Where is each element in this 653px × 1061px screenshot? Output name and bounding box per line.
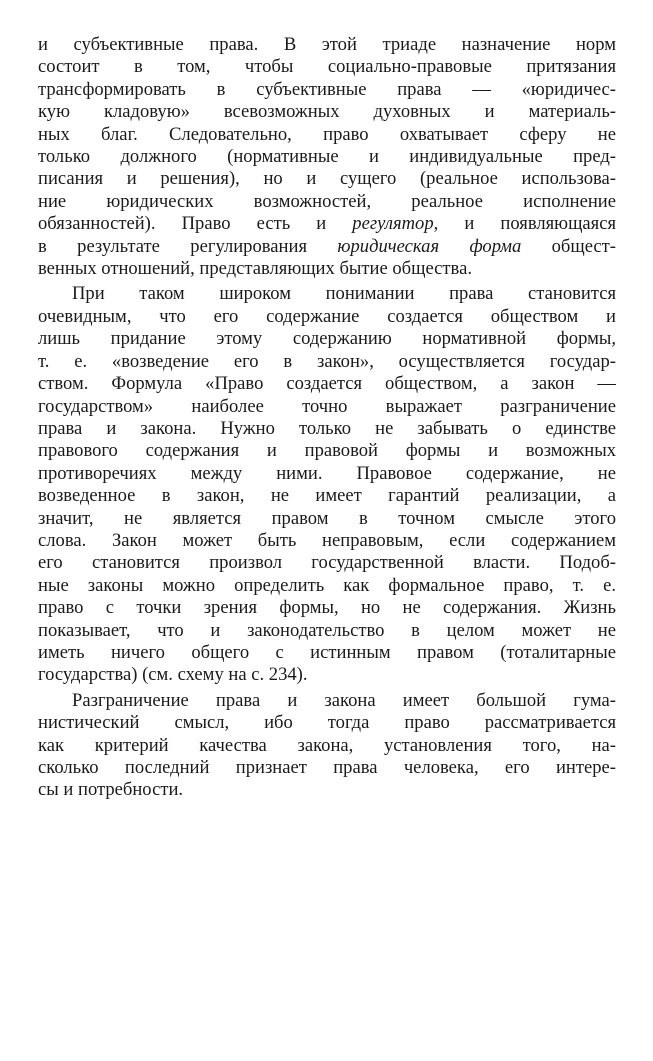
text-line: значит, не является правом в точном смысле этого (38, 507, 616, 529)
text-line: его становится произвол государственной власти. Подоб- (38, 552, 616, 574)
text-segment: обязанностей). Право есть и (38, 213, 353, 235)
text-line: очевидным, что его содержание создается обществом и (38, 305, 616, 327)
text-line: показывает, что и законодательство в целом может не (38, 619, 616, 641)
text-segment: общест- (521, 235, 616, 257)
text-line: противоречиях между ними. Правовое содержание, не (38, 462, 616, 484)
text-line (38, 213, 616, 235)
text-line: слова. Закон может быть неправовым, если содержанием (38, 529, 616, 551)
text-line: государством» наиболее точно выражает разграничение (38, 395, 616, 417)
text-segment: в результате регулирования (38, 235, 338, 257)
text-line: ние юридических возможностей, реальное исполнение (38, 190, 616, 212)
page-text (38, 34, 616, 802)
text-line: трансформировать в субъективные права — «юридичес- (38, 78, 616, 100)
text-line: венных отношений, представляющих бытие общества. (38, 258, 472, 280)
text-segment: , и появляющаяся (433, 213, 616, 235)
text-line: т. е. «возведение его в закон», осуществляется государ- (38, 350, 616, 372)
text-line: государства) (см. схему на с. 234). (38, 664, 308, 686)
text-line: кую кладовую» всевозможных духовных и материаль- (38, 101, 616, 123)
text-line: и субъективные права. В этой триаде назначение норм (38, 34, 616, 55)
text-line: нистический смысл, ибо тогда право рассматривается (38, 712, 616, 734)
text-line: ством. Формула «Право создается обществом, а закон — (38, 373, 616, 395)
text-line: правового содержания и правовой формы и возможных (38, 440, 616, 462)
text-line: иметь ничего общего с истинным правом (тоталитарные (38, 641, 616, 663)
text-line: как критерий качества закона, установления того, на- (38, 734, 616, 756)
text-line: При таком широком понимании права становится (72, 283, 616, 305)
paragraph-1 (38, 34, 616, 280)
text-line: право с точки зрения формы, но не содержания. Жизнь (38, 597, 616, 619)
text-line: права и закона. Нужно только не забывать о единстве (38, 417, 616, 439)
text-line: сы и потребности. (38, 779, 184, 801)
text-line: ных благ. Следовательно, право охватывает сферу не (38, 123, 616, 145)
text-line: только должного (нормативные и индивидуальные пред- (38, 146, 616, 168)
text-line: возведенное в закон, не имеет гарантий реализации, а (38, 485, 616, 507)
text-line: состоит в том, чтобы социально-правовые притязания (38, 56, 616, 78)
italic-term-legal-form: юридическая форма (337, 235, 522, 257)
text-line: Разграничение права и закона имеет большой гума- (72, 689, 616, 711)
text-line: ные законы можно определить как формальное право, т. е. (38, 574, 616, 596)
paragraph-2 (38, 283, 616, 686)
text-line: писания и решения), но и сущего (реальное использова- (38, 168, 616, 190)
text-line: лишь придание этому содержанию нормативной формы, (38, 328, 616, 350)
text-line (38, 236, 616, 258)
text-line: сколько последний признает права человека, его интере- (38, 757, 616, 778)
paragraph-3 (38, 690, 616, 802)
italic-term-regulator: регулятор (352, 213, 434, 235)
